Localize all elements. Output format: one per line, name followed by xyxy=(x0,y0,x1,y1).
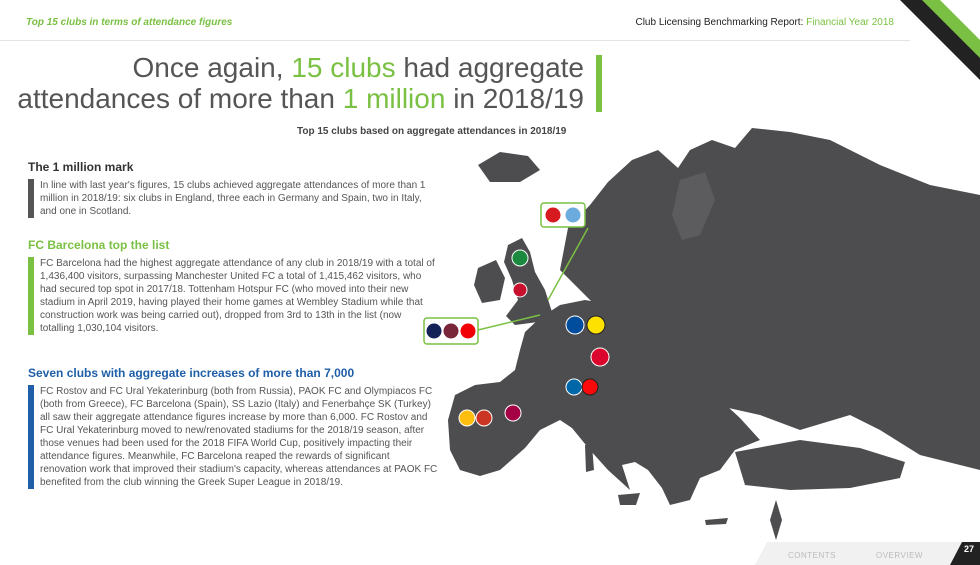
page-number: 27 xyxy=(963,544,974,554)
report-year: Financial Year 2018 xyxy=(806,17,894,28)
barcelona-badge xyxy=(505,405,521,421)
title-part3: attendances of more than xyxy=(17,83,343,114)
schalke-badge xyxy=(566,316,584,334)
map-ireland xyxy=(474,260,505,303)
milan-badge xyxy=(582,379,598,395)
title-part4: in 2018/19 xyxy=(445,83,584,114)
liverpool-badge xyxy=(513,283,527,297)
section-body: FC Barcelona had the highest aggregate attendance of any club in 2018/19 with a total of 1,436,400 visitors, surpassing Manchester United FC a total of 1,415,462 visitors, who had secured top spot in 2017/18. Tottenham Hotspur FC (who moved into their new stadium in April 2019, having played their home games at Wembley Stadium while that construction work was being carried out), dropped from 3rd to 13th in the list (now totalling 1,030,104 visitors. xyxy=(28,257,438,335)
west-ham-badge xyxy=(443,323,459,339)
report-prefix: Club Licensing Benchmarking Report: xyxy=(635,17,807,28)
inter-badge xyxy=(566,379,582,395)
map-iceland xyxy=(478,152,540,182)
contents-link[interactable]: CONTENTS xyxy=(788,551,836,560)
real-madrid-badge xyxy=(459,410,475,426)
manchester-city-badge xyxy=(565,207,581,223)
title-part1: Once again, xyxy=(132,52,292,83)
section-heading: FC Barcelona top the list xyxy=(28,238,170,252)
map-sicily xyxy=(618,493,640,505)
page-title xyxy=(17,52,584,114)
arsenal-badge xyxy=(460,323,476,339)
section-heading: The 1 million mark xyxy=(28,160,134,174)
map-great-britain xyxy=(504,238,552,325)
atletico-badge xyxy=(476,410,492,426)
bayern-badge xyxy=(591,348,609,366)
section-heading: Seven clubs with aggregate increases of more than 7,000 xyxy=(28,366,355,380)
title-highlight1: 15 clubs xyxy=(291,52,396,83)
title-part2: had aggregate xyxy=(395,52,584,83)
dortmund-badge xyxy=(587,316,605,334)
section-barcelona-top xyxy=(28,238,438,335)
title-highlight2: 1 million xyxy=(342,83,446,114)
section-body: In line with last year's figures, 15 clubs achieved aggregate attendances of more than 1 million in 2018/19: six clubs in England, three each in Germany and Spain, two in Italy, and one in Scotland. xyxy=(28,179,438,218)
overview-link[interactable]: OVERVIEW xyxy=(876,551,923,560)
map-caption: Top 15 clubs based on aggregate attendances in 2018/19 xyxy=(297,126,567,137)
title-accent-bar xyxy=(596,55,602,112)
map-small-island xyxy=(770,500,782,540)
celtic-badge xyxy=(512,250,528,266)
map-turkey xyxy=(735,440,905,490)
section-aggregate-increases xyxy=(28,366,438,489)
section-body: FC Rostov and FC Ural Yekaterinburg (both from Russia), PAOK FC and Olympiacos FC (both from Greece), FC Barcelona (Spain), SS Lazio (Italy) and Fenerbahçe SK (Turkey) all saw their aggregate attendance figures increase by more than 6,000. FC Rostov and FC Ural Yekaterinburg moved to new/renovated stadiums for the 2018/19 season, after those venues had been used for the 2018 FIFA World Cup, positively impacting their attendance figures. Meanwhile, FC Barcelona reaped the rewards of significant renovation work that improved their stadium's capacity, whereas attendances at PAOK FC benefited from the club winning the Greek Super League in 2018/19. xyxy=(28,385,438,489)
manchester-united-badge xyxy=(545,207,561,223)
section-label: Top 15 clubs in terms of attendance figures xyxy=(26,17,233,28)
section-1-million-mark xyxy=(28,160,438,218)
map-crete xyxy=(705,518,728,525)
